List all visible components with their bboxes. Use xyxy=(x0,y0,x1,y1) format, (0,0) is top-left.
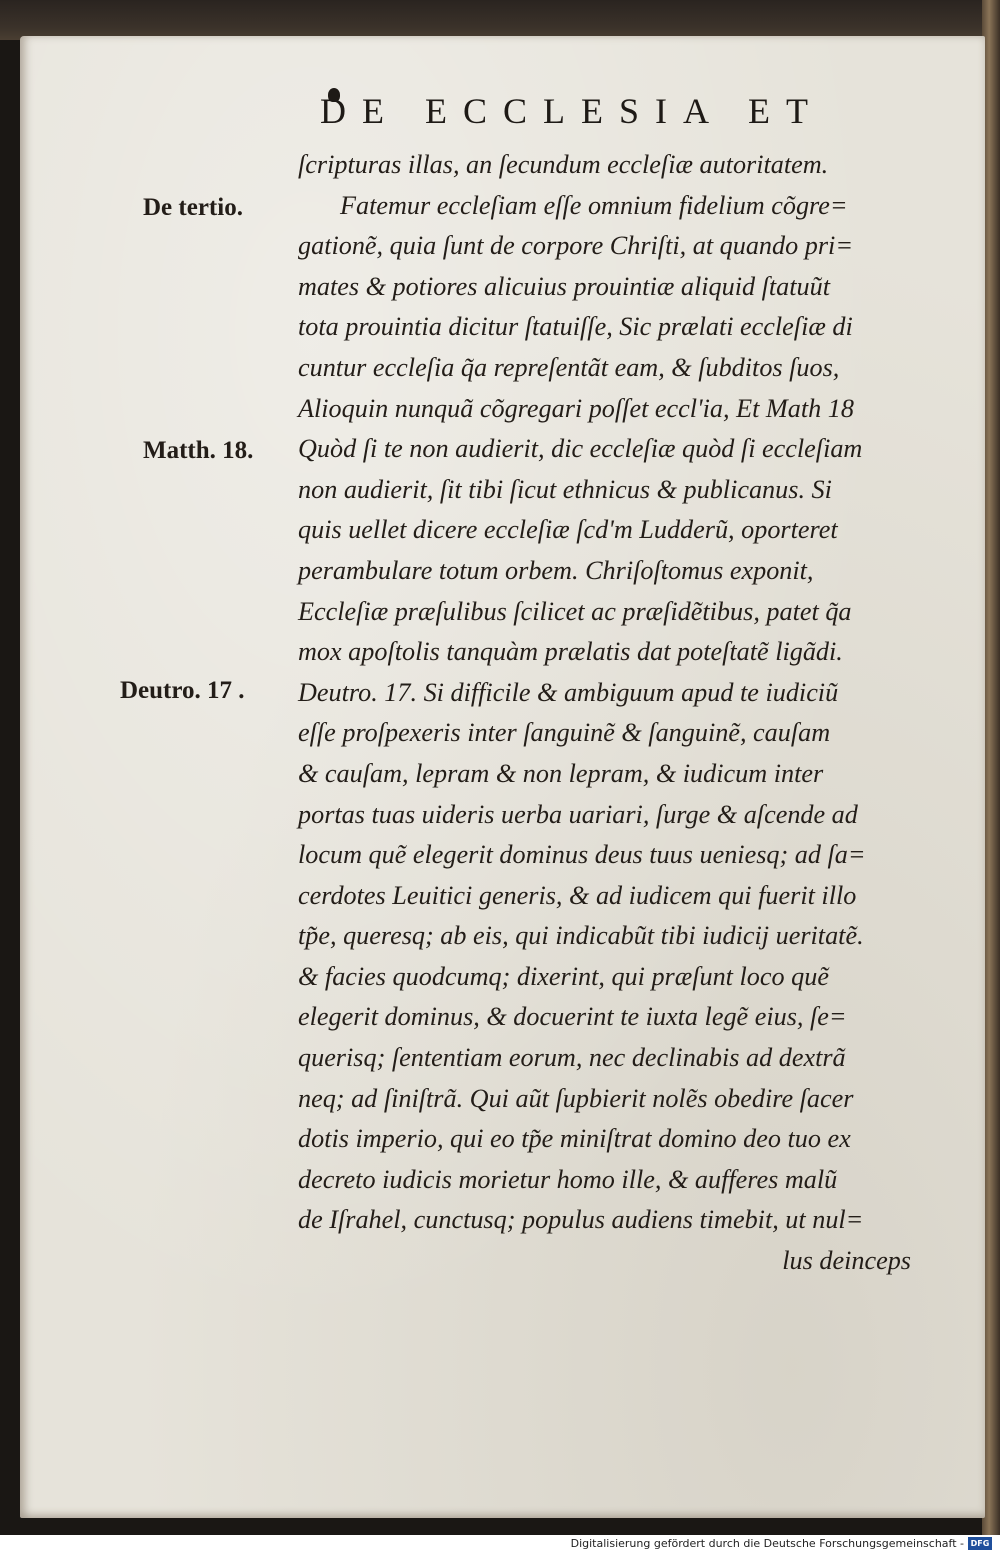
text-line: decreto iudicis morietur homo ille, & aufferes malũ xyxy=(298,1164,838,1194)
text-line: & cauſam, lepram & non lepram, & iudicum inter xyxy=(298,758,824,788)
text-line: Eccleſiæ præſulibus ſcilicet ac præſidẽtibus, patet q̃a xyxy=(298,596,852,626)
text-line: Alioquin nunquã cõgregari poſſet eccl'ia, Et Math 18 xyxy=(298,393,854,423)
text-line: dotis imperio, qui eo tp̃e miniſtrat domino deo tuo ex xyxy=(298,1124,851,1154)
text-line: portas tuas uideris uerba uariari, ſurge & aſcende ad xyxy=(298,799,858,829)
text-line: ſcripturas illas, an ſecundum eccleſiæ autoritatem. xyxy=(298,150,829,179)
text-line: tp̃e, queresq; ab eis, qui indicabũt tibi iudicij ueritatẽ. xyxy=(298,921,864,951)
footer-credit: Digitalisierung gefördert durch die Deutsche Forschungsgemeinschaft - xyxy=(570,1537,964,1550)
running-head: DE ECCLESIA ET xyxy=(320,91,824,131)
text-line: locum quẽ elegerit dominus deus tuus ueniesq; ad ſa= xyxy=(298,840,866,870)
text-line: elegerit dominus, & docuerint te iuxta legẽ eius, ſe= xyxy=(298,1002,847,1032)
margin-note-matth: Matth. 18. xyxy=(143,437,254,464)
dfg-logo-icon: DFG xyxy=(968,1537,992,1550)
text-line: cuntur eccleſia q̃a repreſentãt eam, & ſubditos ſuos, xyxy=(298,352,840,382)
book-edge-top xyxy=(0,0,1000,40)
text-line: quis uellet dicere eccleſiæ ſcd'm Ludderũ, oporteret xyxy=(298,515,838,545)
catchword: lus deinceps xyxy=(782,1246,911,1276)
text-line: mox apoſtolis tanquàm prælatis dat poteſtatẽ ligãdi. xyxy=(298,637,843,667)
text-line: gationẽ, quia ſunt de corpore Chriſti, at quando pri= xyxy=(298,231,853,261)
text-line: non audierit, ſit tibi ſicut ethnicus & publicanus. Si xyxy=(298,474,832,504)
text-line: Quòd ſi te non audierit, dic eccleſiæ quòd ſi eccleſiam xyxy=(298,434,863,464)
margin-note-deutro: Deutro. 17 . xyxy=(120,677,245,704)
text-line: eſſe proſpexeris inter ſanguinẽ & ſanguinẽ, cauſam xyxy=(298,718,831,748)
margin-note-de-tertio: De tertio. xyxy=(143,194,243,221)
text-line: neq; ad ſiniſtrã. Qui aũt ſupbierit nolẽs obedire ſacer xyxy=(298,1083,854,1113)
text-line: cerdotes Leuitici generis, & ad iudicem qui fuerit illo xyxy=(298,880,857,910)
text-line: Deutro. 17. Si difficile & ambiguum apud te iudiciũ xyxy=(298,677,839,707)
text-line: Fatemur eccleſiam eſſe omnium fidelium cõgre= xyxy=(340,190,848,220)
text-line: tota prouintia dicitur ſtatuiſſe, Sic prælati eccleſiæ di xyxy=(298,312,853,342)
text-line: mates & potiores alicuius prouintiæ aliquid ſtatuũt xyxy=(298,271,831,301)
text-line: perambulare totum orbem. Chriſoſtomus exponit, xyxy=(298,555,814,585)
text-line: & facies quodcumq; dixerint, qui præſunt loco quẽ xyxy=(298,961,829,991)
body-text xyxy=(298,145,923,1282)
text-line: de Iſrahel, cunctusq; populus audiens timebit, ut nul= xyxy=(298,1205,864,1235)
text-line: querisq; ſententiam eorum, nec declinabis ad dextrã xyxy=(298,1043,846,1073)
